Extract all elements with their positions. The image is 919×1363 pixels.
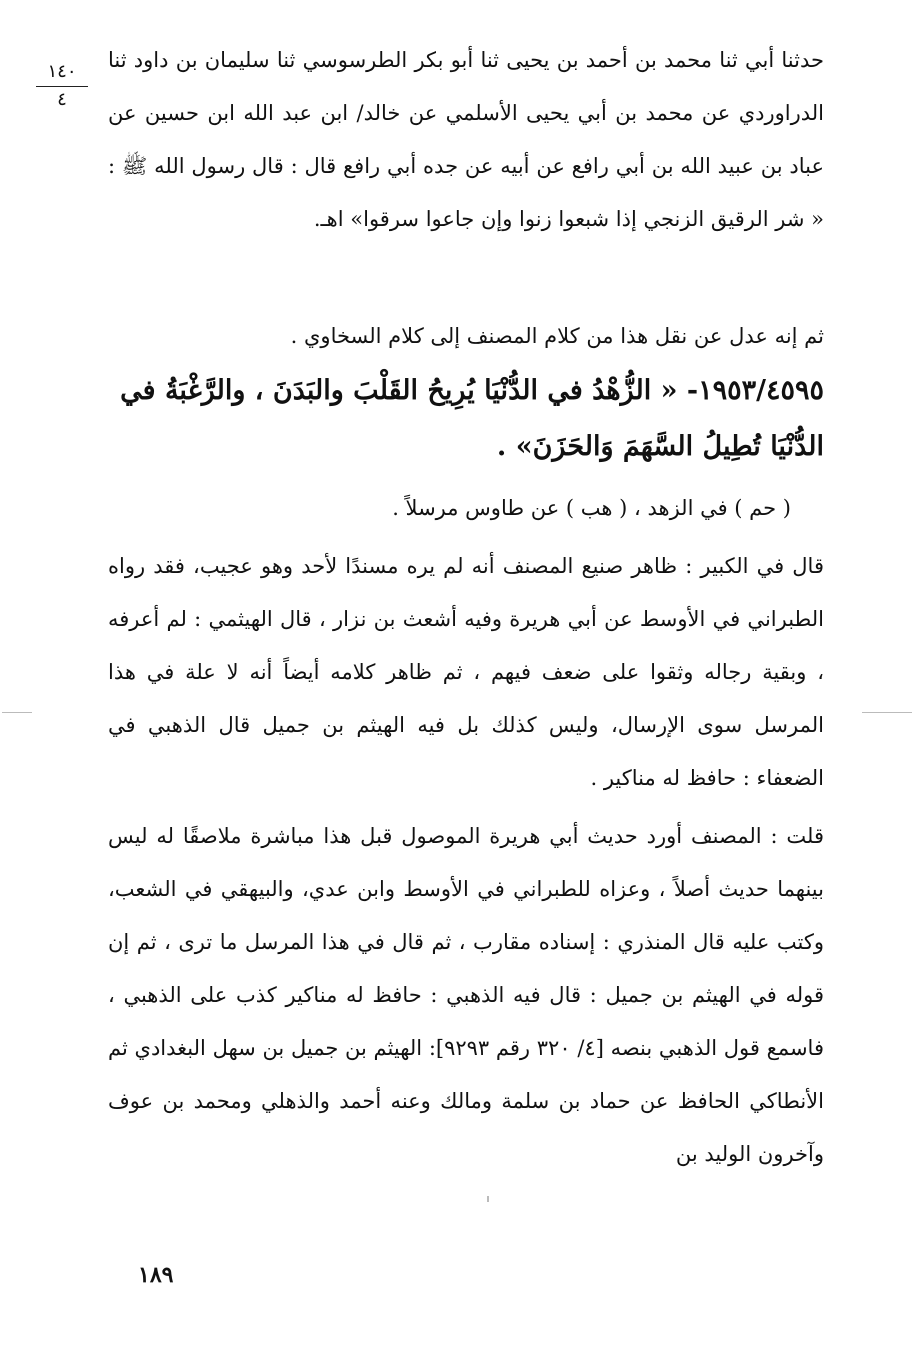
paragraph-note: ثم إنه عدل عن نقل هذا من كلام المصنف إلى كلام السخاوي . bbox=[290, 324, 824, 348]
scan-speck bbox=[2, 712, 32, 713]
page-number: ١٨٩ bbox=[138, 1262, 174, 1288]
scan-speck bbox=[487, 1196, 489, 1202]
paragraph-commentary: قال في الكبير : ظاهر صنيع المصنف أنه لم يره مسندًا لأحد وهو عجيب، فقد رواه الطبراني في الأوسط عن أبي هريرة وفيه أشعث بن نزار ، قال الهيثمي : لم أعرفه ، وبقية رجاله وثقوا على ضعف فيهم ، ثم ظاهر كلامه أيضاً أنه لا علة في هذا المرسل سوى الإرسال، وليس كذلك بل فيه الهيثم بن جميل قال الذهبي في الضعفاء : حافظ له مناكير . bbox=[108, 554, 825, 790]
margin-reference-bottom: ٤ bbox=[57, 89, 67, 110]
scan-speck bbox=[862, 712, 912, 713]
paragraph-isnad: حدثنا أبي ثنا محمد بن أحمد بن يحيى ثنا أبو بكر الطرسوسي ثنا سليمان بن داود ثنا الدراوردي عن محمد بن أبي يحيى الأسلمي عن خالد/ ابن عبد الله ابن حسين عن عباد بن عبيد الله بن أبي رافع عن أبيه عن جده أبي رافع قال : قال رسول الله ﷺ : « شر الرقيق الزنجي إذا شبعوا زنوا وإن جاعوا سرقوا» اهـ. bbox=[108, 48, 824, 231]
fraction-bar bbox=[36, 86, 88, 87]
hadith-text: ١٩٥٣/٤٥٩٥- « الزُّهْدُ في الدُّنْيَا يُرِيحُ القَلْبَ والبَدَنَ ، والرَّغْبَةُ في الدُّنْيَا تُطِيلُ السَّهَمَ وَالحَزَنَ» . bbox=[120, 375, 824, 462]
paragraph-author-remark: قلت : المصنف أورد حديث أبي هريرة الموصول قبل هذا مباشرة ملاصقًا له ليس بينهما حديث أصلاً ، وعزاه للطبراني في الأوسط وابن عدي، والبيهقي في الشعب، وكتب عليه قال المنذري : إسناده مقارب ، ثم قال في هذا المرسل ما ترى ، ثم إن قوله في الهيثم بن جميل : قال فيه الذهبي : حافظ له مناكير كذب على الذهبي ، فاسمع قول الذهبي بنصه [٤/ ٣٢٠ رقم ٩٢٩٣]: الهيثم بن جميل بن سهل البغدادي ثم الأنطاكي الحافظ عن حماد بن سلمة ومالك وعنه أحمد والذهلي ومحمد بن عوف وآخرون الوليد بن bbox=[108, 824, 824, 1166]
hadith-source: ( حم ) في الزهد ، ( هب ) عن طاوس مرسلاً . bbox=[392, 496, 791, 520]
margin-reference-top: ١٤٠ bbox=[47, 61, 77, 82]
margin-reference bbox=[36, 60, 88, 112]
